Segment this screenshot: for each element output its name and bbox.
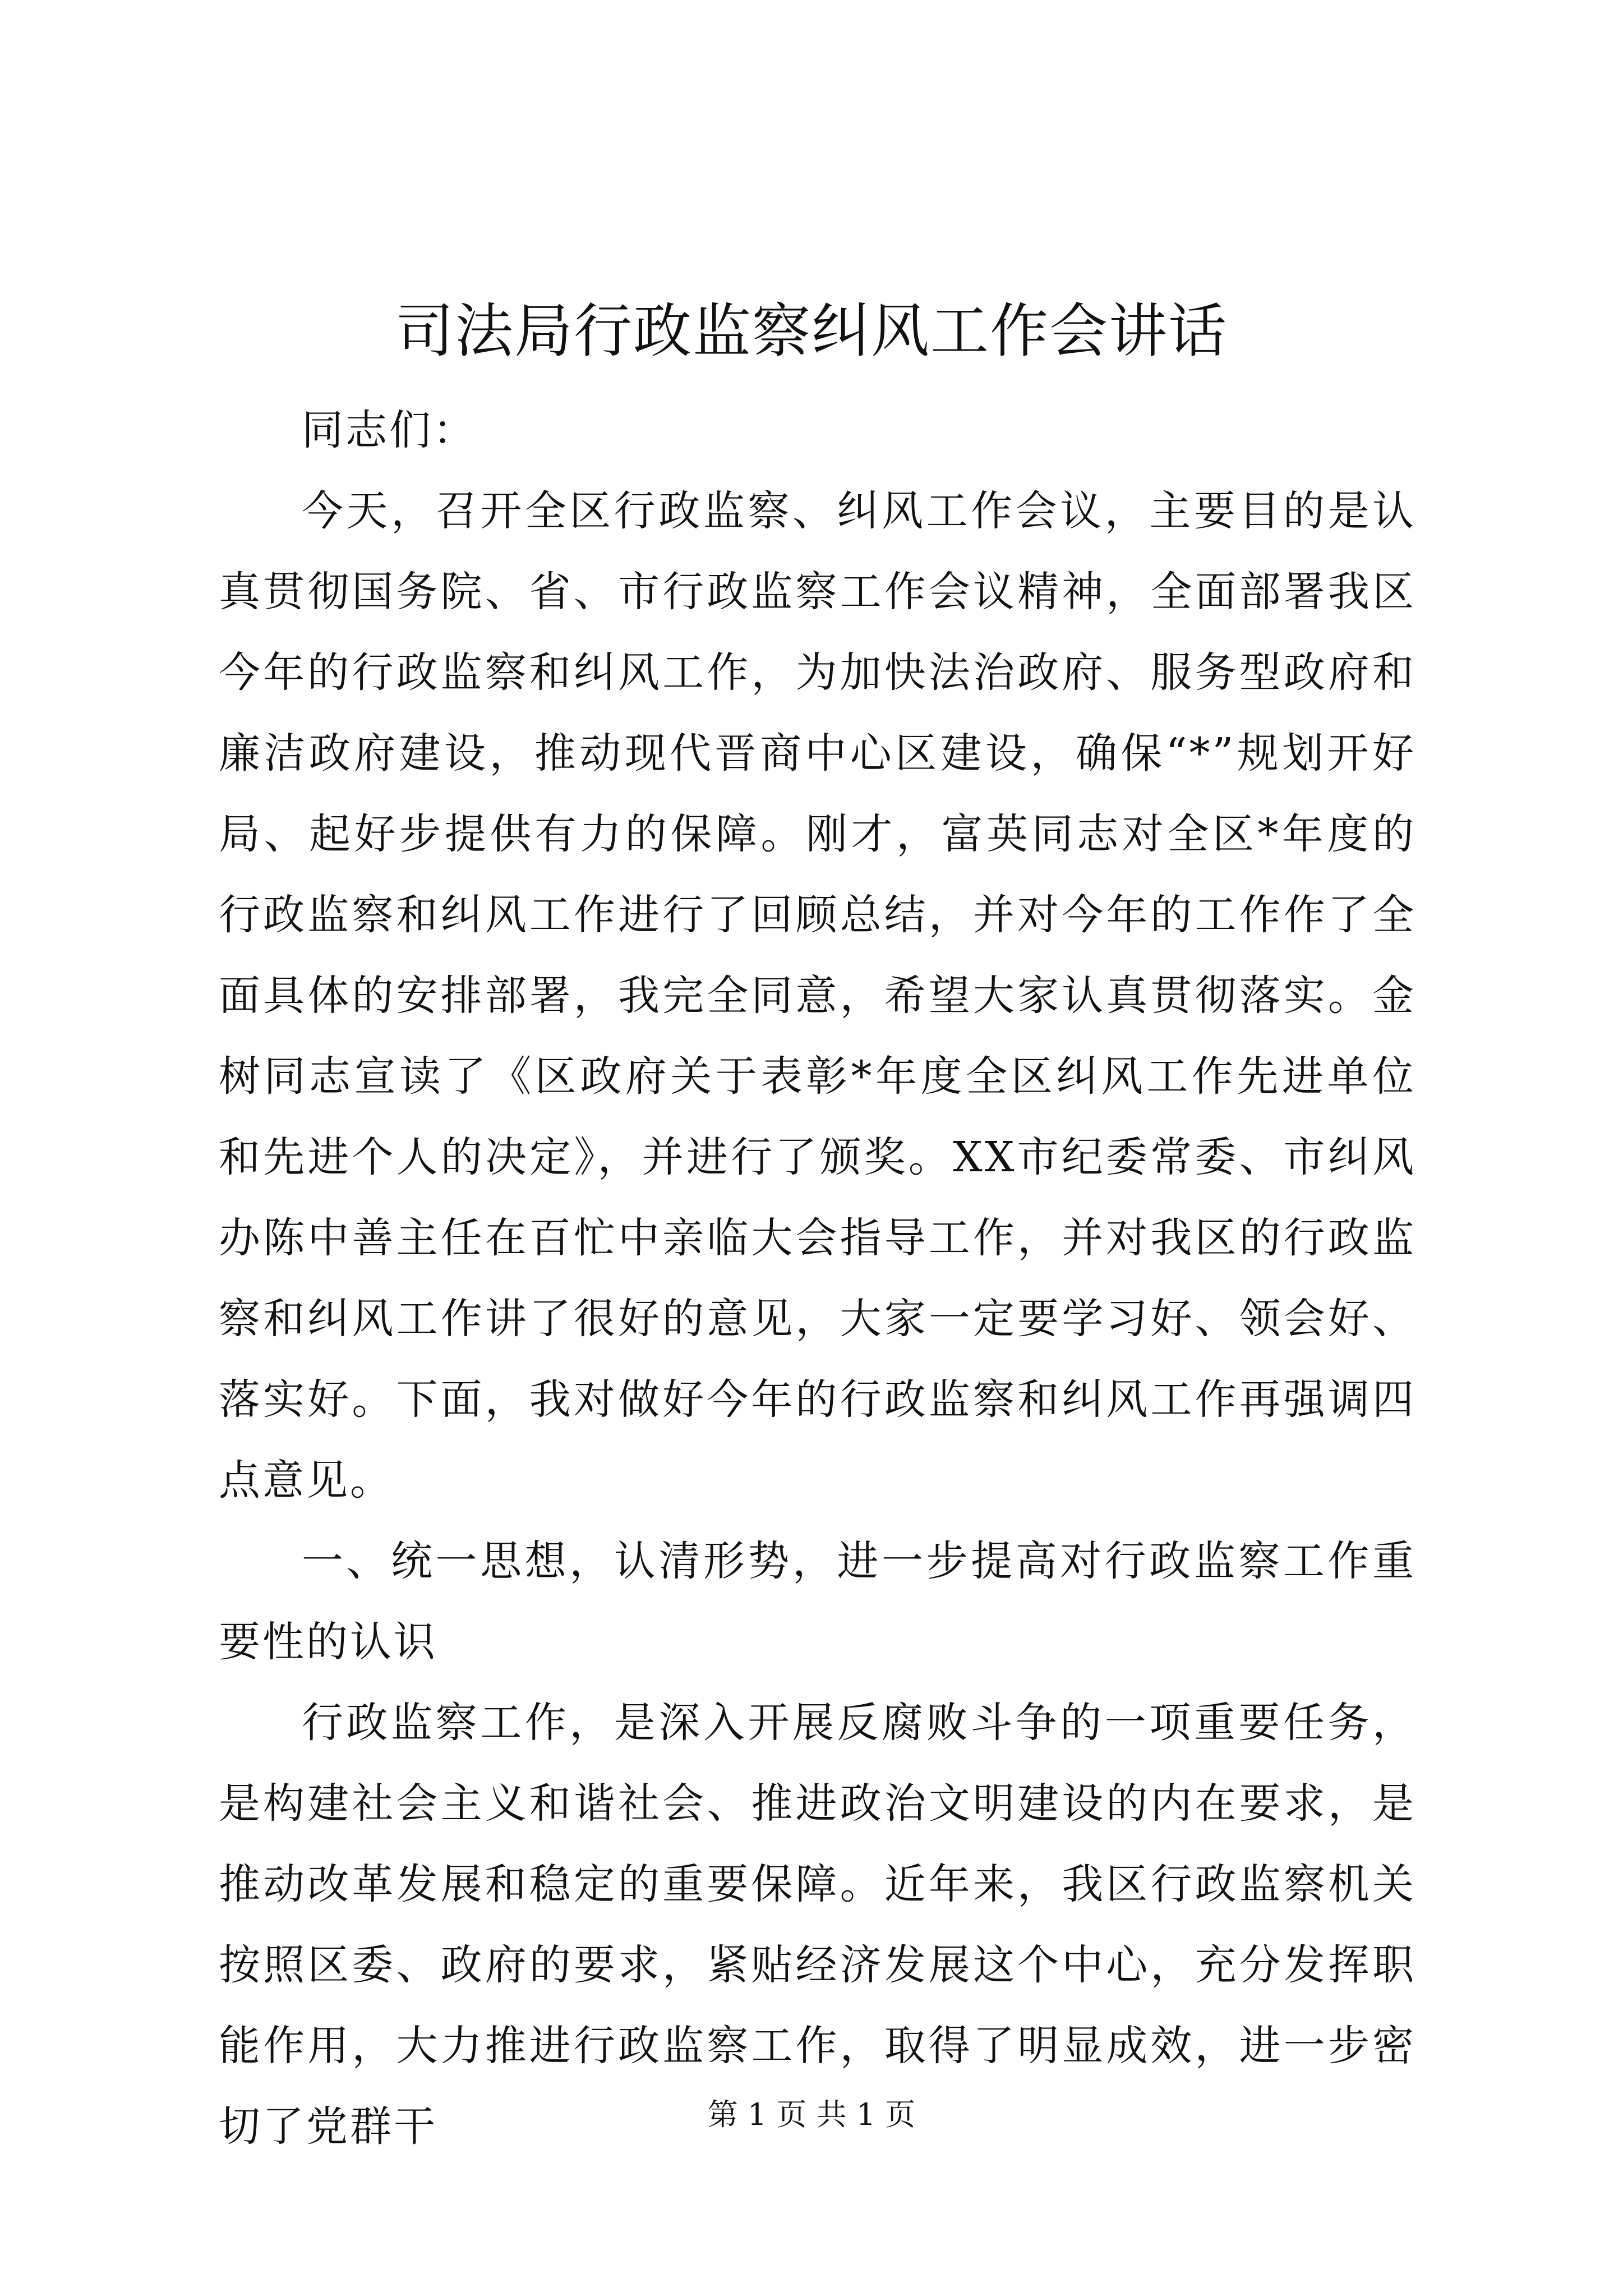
paragraph-intro: 今天，召开全区行政监察、纠风工作会议，主要目的是认真贯彻国务院、省、市行政监察工作会议精神，全面部署我区今年的行政监察和纠风工作，为加快法治政府、服务型政府和廉洁政府建设，推动现代晋商中心区建设，确保“*”规划开好局、起好步提供有力的保障。刚才，富英同志对全区*年度的行政监察和纠风工作进行了回顾总结，并对今年的工作作了全面具体的安排部署，我完全同意，希望大家认真贯彻落实。金树同志宣读了《区政府关于表彰*年度全区纠风工作先进单位和先进个人的决定》，并进行了颁奖。XX市纪委常委、市纠风办陈中善主任在百忙中亲临大会指导工作，并对我区的行政监察和纠风工作讲了很好的意见，大家一定要学习好、领会好、落实好。下面，我对做好今年的行政监察和纠风工作再强调四点意见。 bbox=[219, 487, 1416, 1504]
salutation: 同志们： bbox=[302, 406, 477, 454]
page-number-footer: 第 1 页 共 1 页 bbox=[707, 2097, 916, 2132]
paragraph-section-1: 行政监察工作，是深入开展反腐败斗争的一项重要任务，是构建社会主义和谐社会、推进政治文明建设的内在要求，是推动改革发展和稳定的重要保障。近年来，我区行政监察机关按照区委、政府的要求，紧贴经济发展这个中心，充分发挥职能作用，大力推进行政监察工作，取得了明显成效，进一步密切了党群干 bbox=[219, 1699, 1416, 2151]
document-title: 司法局行政监察纠风工作会讲话 bbox=[395, 297, 1228, 365]
section-heading-1: 一、统一思想，认清形势，进一步提高对行政监察工作重要性的认识 bbox=[219, 1537, 1416, 1666]
document-body bbox=[219, 390, 1416, 2167]
